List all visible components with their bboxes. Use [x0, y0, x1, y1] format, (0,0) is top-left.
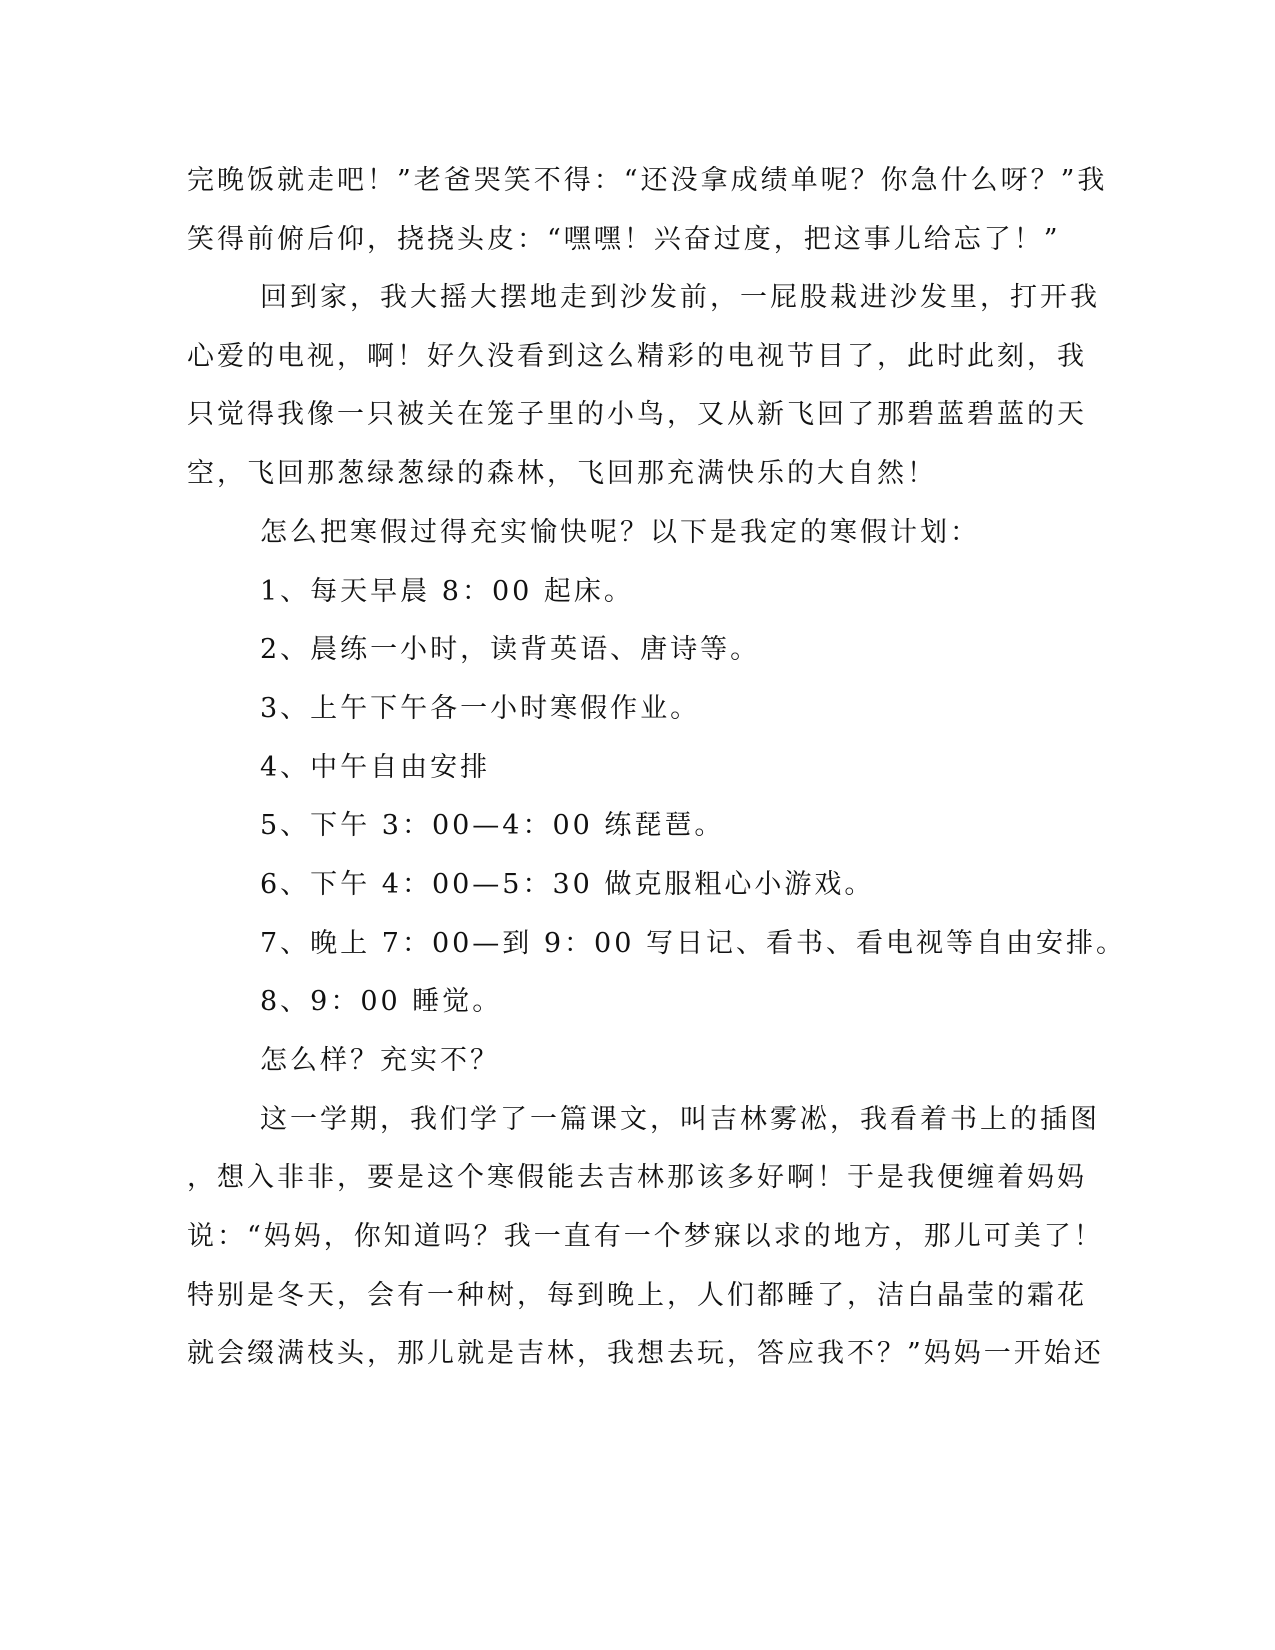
text-line: 特别是冬天，会有一种树，每到晚上，人们都睡了，洁白晶莹的霜花 — [187, 1280, 1087, 1311]
plan-item: 6、下午 4：00—5：30 做克服粗心小游戏。 — [260, 869, 875, 900]
text-line: ，想入非非，要是这个寒假能去吉林那该多好啊！于是我便缠着妈妈 — [187, 1162, 1087, 1193]
paragraph-start-line: 这一学期，我们学了一篇课文，叫吉林雾凇，我看着书上的插图 — [260, 1104, 1100, 1135]
plan-item: 2、晨练一小时，读背英语、唐诗等。 — [260, 634, 761, 665]
text-line: 只觉得我像一只被关在笼子里的小鸟，又从新飞回了那碧蓝碧蓝的天 — [187, 399, 1087, 430]
plan-item: 7、晚上 7：00—到 9：00 写日记、看书、看电视等自由安排。 — [260, 928, 1126, 959]
text-line: 心爱的电视，啊！好久没看到这么精彩的电视节目了，此时此刻，我 — [187, 341, 1087, 372]
plan-item: 1、每天早晨 8：00 起床。 — [260, 576, 634, 607]
plan-item: 3、上午下午各一小时寒假作业。 — [260, 693, 701, 724]
text-line: 说：“妈妈，你知道吗？我一直有一个梦寐以求的地方，那儿可美了！ — [187, 1221, 1104, 1252]
text-line: 就会缀满枝头，那儿就是吉林，我想去玩，答应我不？”妈妈一开始还 — [187, 1338, 1104, 1369]
paragraph-start-line: 怎么样？充实不？ — [260, 1045, 500, 1076]
plan-item: 5、下午 3：00—4：00 练琵琶。 — [260, 810, 725, 841]
plan-item: 4、中午自由安排 — [260, 752, 491, 783]
text-line: 空，飞回那葱绿葱绿的森林，飞回那充满快乐的大自然！ — [187, 458, 937, 489]
plan-item: 8、9：00 睡觉。 — [260, 986, 503, 1017]
paragraph-start-line: 回到家，我大摇大摆地走到沙发前，一屁股栽进沙发里，打开我 — [260, 282, 1100, 313]
paragraph-start-line: 怎么把寒假过得充实愉快呢？以下是我定的寒假计划： — [260, 517, 980, 548]
text-line: 笑得前俯后仰，挠挠头皮：“嘿嘿！兴奋过度，把这事儿给忘了！” — [187, 224, 1061, 255]
text-line: 完晚饭就走吧！”老爸哭笑不得：“还没拿成绩单呢？你急什么呀？”我 — [187, 165, 1108, 196]
